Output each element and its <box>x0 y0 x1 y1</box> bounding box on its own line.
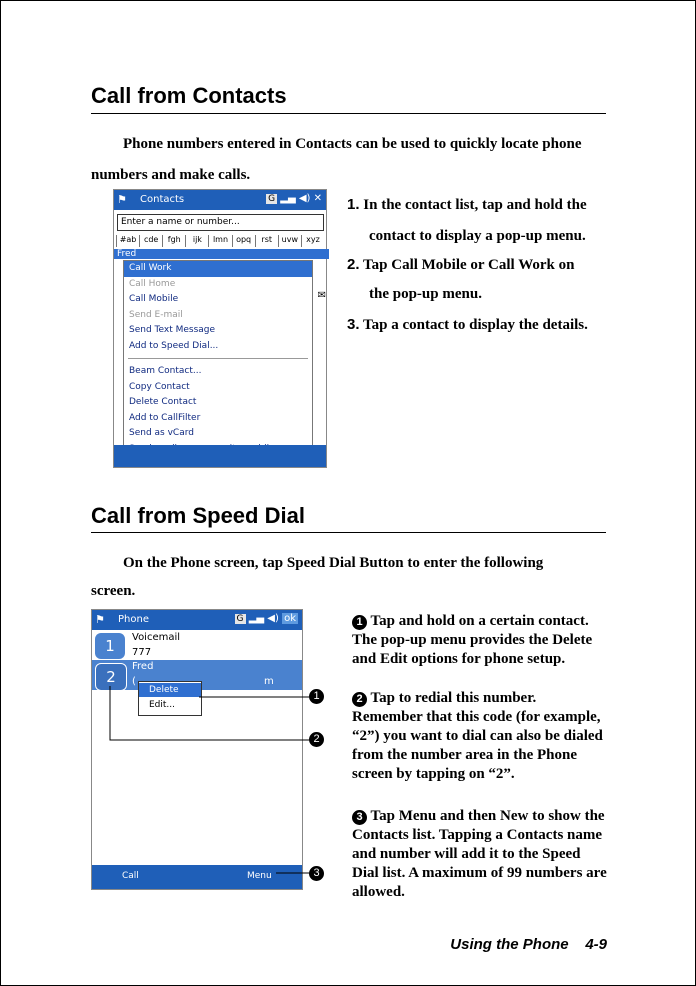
callout-2: 2 <box>309 732 324 747</box>
windows-flag-icon[interactable]: ⚑ <box>95 613 105 626</box>
entry-number-fred: ( <box>132 676 136 687</box>
menu-item-6[interactable]: Beam Contact... <box>129 366 202 376</box>
call-softkey[interactable]: Call <box>122 871 139 881</box>
entry-name-fred[interactable]: Fred <box>132 661 154 672</box>
tab-3[interactable]: ijk <box>185 235 208 247</box>
menu-item-9[interactable]: Add to CallFilter <box>129 412 201 423</box>
note-2: 2 Tap to redial this number. Remember that this code (for example, “2”) you want to dial can also be dialed from the number area in the Phone screen by tapping on “2”. <box>352 690 603 782</box>
menu-item-7[interactable]: Copy Contact <box>129 381 190 392</box>
phone-title: Phone <box>118 614 149 625</box>
tab-5[interactable]: opq <box>232 235 255 247</box>
entry-number-voicemail: 777 <box>132 647 152 658</box>
menu-item-8[interactable]: Delete Contact <box>129 397 197 407</box>
menu-item-4[interactable]: Send Text Message <box>129 325 216 335</box>
windows-flag-icon[interactable]: ⚑ <box>117 193 127 206</box>
step-1: 1. In the contact list, tap and hold the <box>347 196 587 213</box>
signal-icon: ▂▄ <box>248 613 265 624</box>
section-heading-contacts: Call from Contacts <box>91 83 287 108</box>
menu-item-1[interactable]: Call Home <box>129 278 176 289</box>
intro2-line-2: screen. <box>91 583 136 599</box>
intro2-line-1: On the Phone screen, tap Speed Dial Button to enter the following <box>123 555 544 571</box>
menu-softkey[interactable]: Menu <box>247 871 272 881</box>
menu-item-2[interactable]: Call Mobile <box>129 294 179 304</box>
menu-item-10[interactable]: Send as vCard <box>129 428 194 438</box>
entry-name-voicemail[interactable]: Voicemail <box>132 632 181 643</box>
volume-icon[interactable]: ◀) <box>298 193 311 204</box>
step-3: 3. Tap a contact to display the details. <box>347 316 588 333</box>
note-3: 3 Tap Menu and then New to show the Contacts list. Tapping a Contacts name and number will add it to the Speed Dial list. A maximum of 99 numbers are allowed. <box>352 808 607 900</box>
callout-3: 3 <box>309 866 324 881</box>
search-input[interactable]: Enter a name or number... <box>117 214 324 231</box>
close-icon[interactable]: ✕ <box>313 193 322 204</box>
intro-line-2: numbers and make calls. <box>91 167 251 183</box>
contact-icon: ✉ <box>317 290 326 301</box>
step-2: 2. Tap Call Mobile or Call Work on <box>347 256 575 273</box>
g-badge: G <box>236 614 244 624</box>
tab-7[interactable]: uvw <box>278 235 301 247</box>
contact-fred[interactable]: Fred <box>114 249 329 259</box>
leader-2 <box>110 686 309 740</box>
ok-button[interactable]: ok <box>284 613 296 624</box>
popup-edit[interactable]: Edit... <box>149 700 176 710</box>
tab-1[interactable]: cde <box>139 235 162 247</box>
tab-2[interactable]: fgh <box>162 235 185 247</box>
tab-0[interactable]: #ab <box>116 235 139 247</box>
menu-item-0[interactable]: Call Work <box>124 261 312 277</box>
intro-line-1: Phone numbers entered in Contacts can be used to quickly locate phone <box>123 136 582 152</box>
menu-item-3[interactable]: Send E-mail <box>129 309 183 320</box>
g-badge: G <box>268 194 276 204</box>
tab-6[interactable]: rst <box>255 235 278 247</box>
step-1-cont: contact to display a pop-up menu. <box>369 228 586 244</box>
page-footer: Using the Phone 4-9 <box>450 936 607 953</box>
step-2-cont: the pop-up menu. <box>369 286 482 302</box>
contacts-title: Contacts <box>140 194 185 205</box>
entry-type-fred: m <box>264 676 274 687</box>
section-heading-speed-dial: Call from Speed Dial <box>91 503 305 528</box>
callout-1: 1 <box>309 689 324 704</box>
signal-icon: ▂▄ <box>280 193 296 204</box>
note-1: 1 Tap and hold on a certain contact. The pop-up menu provides the Delete and Edit options for phone setup. <box>352 613 593 667</box>
speed-dial-key-1[interactable]: 1 <box>95 633 125 659</box>
tab-8[interactable]: xyz <box>301 235 324 247</box>
popup-delete[interactable]: Delete <box>139 683 201 697</box>
speed-dial-key-2[interactable]: 2 <box>95 663 127 691</box>
menu-item-5[interactable]: Add to Speed Dial... <box>129 340 219 351</box>
tab-4[interactable]: lmn <box>208 235 231 247</box>
volume-icon[interactable]: ◀) <box>267 613 279 624</box>
